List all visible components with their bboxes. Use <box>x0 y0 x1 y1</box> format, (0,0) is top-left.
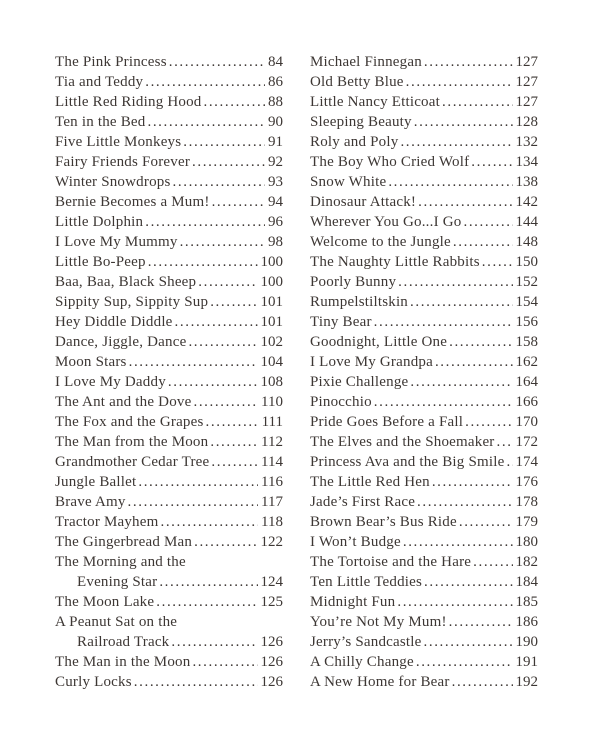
toc-entry <box>310 152 538 172</box>
toc-entry-title: Fairy Friends Forever <box>55 154 191 170</box>
toc-entry-title: Jade’s First Race <box>310 494 416 510</box>
toc-entry <box>310 572 538 592</box>
toc-entry-page: 180 <box>515 534 538 550</box>
dot-leader <box>143 212 265 232</box>
dot-leader <box>416 192 512 212</box>
toc-entry-page: 182 <box>515 554 538 570</box>
toc-entry-title: The Elves and the Shoemaker <box>310 434 495 450</box>
dot-leader <box>190 152 265 172</box>
toc-entry-page: 164 <box>515 374 538 390</box>
toc-entry <box>55 332 283 352</box>
dot-leader <box>126 492 259 512</box>
toc-entry <box>55 72 283 92</box>
toc-entry-title: The Pink Princess <box>55 54 167 70</box>
toc-entry <box>55 152 283 172</box>
toc-entry-page: 174 <box>515 454 538 470</box>
dot-leader <box>190 652 257 672</box>
toc-entry-title: Pride Goes Before a Fall <box>310 414 464 430</box>
toc-entry <box>310 72 538 92</box>
toc-entry-page: 134 <box>515 154 538 170</box>
toc-entry-page: 116 <box>261 474 283 490</box>
toc-entry-page: 118 <box>261 514 283 530</box>
toc-entry-title: A Chilly Change <box>310 654 414 670</box>
dot-leader <box>372 392 513 412</box>
toc-entry-page: 122 <box>260 534 283 550</box>
toc-entry-page: 191 <box>515 654 538 670</box>
toc-entry-title: The Man in the Moon <box>55 654 191 670</box>
dot-leader <box>186 332 257 352</box>
toc-entry <box>310 292 538 312</box>
toc-entry-page: 93 <box>268 174 283 190</box>
toc-entry-page: 148 <box>515 234 538 250</box>
dot-leader <box>404 72 513 92</box>
toc-entry <box>55 232 283 252</box>
toc-entry-title: The Boy Who Cried Wolf <box>310 154 470 170</box>
dot-leader <box>191 392 258 412</box>
dot-leader <box>461 212 512 232</box>
dot-leader <box>210 192 265 212</box>
dot-leader <box>440 92 513 112</box>
toc-entry-title: Sleeping Beauty <box>310 114 412 130</box>
dot-leader <box>173 312 258 332</box>
toc-entry <box>310 212 538 232</box>
toc-entry-title: Brown Bear’s Bus Ride <box>310 514 457 530</box>
dot-leader <box>415 492 512 512</box>
dot-leader <box>158 512 258 532</box>
toc-entry-title: Curly Locks <box>55 674 132 690</box>
toc-entry-page: 186 <box>515 614 538 630</box>
toc-entry-title: Tiny Bear <box>310 314 372 330</box>
dot-leader <box>196 272 257 292</box>
toc-entry <box>310 52 538 72</box>
dot-leader <box>408 292 512 312</box>
toc-entry-title: Roly and Poly <box>310 134 399 150</box>
dot-leader <box>469 152 512 172</box>
toc-entry <box>55 172 283 192</box>
toc-entry-page: 154 <box>515 294 538 310</box>
toc-entry-page: 86 <box>268 74 283 90</box>
dot-leader <box>457 512 513 532</box>
dot-leader <box>132 672 258 692</box>
toc-entry <box>55 672 283 692</box>
dot-leader <box>154 592 257 612</box>
toc-entry-page: 84 <box>268 54 283 70</box>
toc-entry-title: Dinosaur Attack! <box>310 194 417 210</box>
dot-leader <box>204 412 259 432</box>
dot-leader <box>471 552 512 572</box>
toc-entry <box>310 192 538 212</box>
dot-leader <box>169 632 257 652</box>
toc-entry-title: The Tortoise and the Hare <box>310 554 472 570</box>
toc-entry <box>310 272 538 292</box>
toc-entry-page: 124 <box>260 574 283 590</box>
toc-entry-title: You’re Not My Mum! <box>310 614 447 630</box>
toc-entry <box>310 312 538 332</box>
toc-entry-page: 176 <box>515 474 538 490</box>
dot-leader <box>430 472 513 492</box>
toc-entry <box>310 232 538 252</box>
toc-entry-page: 142 <box>515 194 538 210</box>
toc-entry-page: 127 <box>515 74 538 90</box>
toc-entry <box>55 252 283 272</box>
dot-leader <box>450 672 513 692</box>
toc-entry-title: Princess Ava and the Big Smile <box>310 454 505 470</box>
toc-entry-page: 88 <box>268 94 283 110</box>
toc-entry-page: 172 <box>515 434 538 450</box>
toc-entry-page: 91 <box>268 134 283 150</box>
toc-entry <box>310 332 538 352</box>
dot-leader <box>136 472 258 492</box>
toc-entry <box>310 432 538 452</box>
dot-leader <box>447 332 512 352</box>
toc-entry-title: Moon Stars <box>55 354 127 370</box>
toc-entry-title: Pixie Challenge <box>310 374 409 390</box>
toc-entry-page: 125 <box>260 594 283 610</box>
toc-entry-page: 158 <box>515 334 538 350</box>
toc-entry-title: The Moon Lake <box>55 594 155 610</box>
toc-entry-title: Jungle Ballet <box>55 474 137 490</box>
toc-entry-title: Little Nancy Etticoat <box>310 94 440 110</box>
toc-entry-title: I Love My Mummy <box>55 234 178 250</box>
toc-entry-page: 166 <box>515 394 538 410</box>
toc-entry-title: The Little Red Hen <box>310 474 430 490</box>
toc-entry-page: 100 <box>260 254 283 270</box>
toc-entry-title: Snow White <box>310 174 387 190</box>
toc-entry <box>310 612 538 632</box>
toc-entry-title: A Peanut Sat on the <box>55 614 178 630</box>
toc-entry <box>310 172 538 192</box>
dot-leader <box>408 372 512 392</box>
toc-entry-page: 170 <box>515 414 538 430</box>
dot-leader <box>372 312 513 332</box>
toc-entry-title: Ten in the Bed <box>55 114 146 130</box>
toc-entry-page: 111 <box>261 414 283 430</box>
dot-leader <box>504 452 512 472</box>
toc-entry-page: 112 <box>261 434 283 450</box>
toc-entry-page: 98 <box>268 234 283 250</box>
toc-entry-title-continued: Railroad Track <box>77 634 170 650</box>
dot-leader <box>145 112 265 132</box>
toc-entry <box>310 392 538 412</box>
toc-entry-page: 178 <box>515 494 538 510</box>
toc-entry-title: Goodnight, Little One <box>310 334 448 350</box>
toc-entry-page: 104 <box>260 354 283 370</box>
toc-entry-title: Michael Finnegan <box>310 54 422 70</box>
toc-entry <box>310 132 538 152</box>
toc-entry-page: 110 <box>261 394 283 410</box>
toc-entry-title: The Naughty Little Rabbits <box>310 254 480 270</box>
toc-entry <box>310 92 538 112</box>
toc-entry <box>55 92 283 112</box>
toc-entry-title: Five Little Monkeys <box>55 134 182 150</box>
toc-entry-page: 127 <box>515 94 538 110</box>
toc-entry-title: Tia and Teddy <box>55 74 144 90</box>
toc-entry <box>55 492 283 512</box>
toc-entry-page: 152 <box>515 274 538 290</box>
toc-entry-page: 128 <box>515 114 538 130</box>
dot-leader <box>181 132 265 152</box>
toc-entry-page: 96 <box>268 214 283 230</box>
toc-entry <box>310 672 538 692</box>
dot-leader <box>167 52 265 72</box>
toc-entry <box>55 392 283 412</box>
toc-entry-title: Bernie Becomes a Mum! <box>55 194 210 210</box>
toc-entry <box>310 112 538 132</box>
dot-leader <box>422 52 513 72</box>
dot-leader <box>412 112 513 132</box>
toc-entry-title: I Love My Grandpa <box>310 354 433 370</box>
dot-leader <box>127 352 258 372</box>
toc-entry-page: 117 <box>261 494 283 510</box>
toc-entry <box>55 632 283 652</box>
dot-leader <box>386 172 512 192</box>
toc-entry-title: Sippity Sup, Sippity Sup <box>55 294 209 310</box>
toc-entry <box>310 352 538 372</box>
dot-leader <box>395 592 512 612</box>
toc-entry <box>55 432 283 452</box>
toc-entry-title: Rumpelstiltskin <box>310 294 409 310</box>
toc-entry <box>310 252 538 272</box>
dot-leader <box>495 432 513 452</box>
dot-leader <box>422 632 513 652</box>
toc-entry-page: 114 <box>261 454 283 470</box>
toc-entry <box>55 132 283 152</box>
toc-entry <box>310 512 538 532</box>
dot-leader <box>463 412 512 432</box>
toc-entry-page: 184 <box>515 574 538 590</box>
toc-entry-title: Grandmother Cedar Tree <box>55 454 210 470</box>
toc-entry <box>310 492 538 512</box>
toc-entry-page: 108 <box>260 374 283 390</box>
toc-column-right <box>310 52 538 692</box>
toc-entry-title: Wherever You Go...I Go <box>310 214 462 230</box>
toc-entry <box>55 572 283 592</box>
toc-entry <box>55 312 283 332</box>
dot-leader <box>208 292 257 312</box>
toc-column-left <box>55 52 283 692</box>
toc-entry-page: 190 <box>515 634 538 650</box>
toc-entry-page: 179 <box>515 514 538 530</box>
toc-entry <box>55 372 283 392</box>
toc-entry-title: Dance, Jiggle, Dance <box>55 334 187 350</box>
toc-entry <box>55 552 283 572</box>
dot-leader <box>398 132 512 152</box>
toc-entry-title: Welcome to the Jungle <box>310 234 451 250</box>
toc-entry-page: 185 <box>515 594 538 610</box>
toc-entry-title: The Gingerbread Man <box>55 534 193 550</box>
toc-entry <box>310 412 538 432</box>
toc-entry <box>310 532 538 552</box>
toc-entry-title: Baa, Baa, Black Sheep <box>55 274 197 290</box>
toc-entry-page: 150 <box>515 254 538 270</box>
toc-columns <box>55 52 600 692</box>
toc-entry-page: 102 <box>260 334 283 350</box>
dot-leader <box>209 452 258 472</box>
toc-entry-title: Poorly Bunny <box>310 274 397 290</box>
toc-entry-page: 101 <box>260 294 283 310</box>
toc-entry <box>55 412 283 432</box>
dot-leader <box>451 232 513 252</box>
toc-entry <box>55 192 283 212</box>
toc-entry-title: Little Bo-Peep <box>55 254 146 270</box>
toc-entry-title: Pinocchio <box>310 394 372 410</box>
toc-entry-title-continued: Evening Star <box>77 574 158 590</box>
dot-leader <box>178 232 265 252</box>
toc-entry-page: 144 <box>515 214 538 230</box>
toc-entry <box>55 532 283 552</box>
toc-entry <box>55 592 283 612</box>
toc-entry-title: A New Home for Bear <box>310 674 450 690</box>
toc-entry-title: Little Red Riding Hood <box>55 94 202 110</box>
toc-entry-page: 90 <box>268 114 283 130</box>
dot-leader <box>447 612 513 632</box>
toc-entry-title: The Morning and the <box>55 554 186 570</box>
toc-entry <box>55 452 283 472</box>
toc-entry-title: Little Dolphin <box>55 214 144 230</box>
toc-entry <box>55 472 283 492</box>
toc-entry <box>55 612 283 632</box>
toc-entry-page: 138 <box>515 174 538 190</box>
dot-leader <box>480 252 513 272</box>
toc-entry <box>55 512 283 532</box>
dot-leader <box>433 352 513 372</box>
toc-entry-page: 156 <box>515 314 538 330</box>
toc-entry <box>55 272 283 292</box>
toc-entry-title: Brave Amy <box>55 494 126 510</box>
toc-entry <box>310 472 538 492</box>
dot-leader <box>146 252 258 272</box>
dot-leader <box>208 432 258 452</box>
toc-entry <box>310 452 538 472</box>
toc-entry-title: Hey Diddle Diddle <box>55 314 173 330</box>
toc-entry-page: 100 <box>260 274 283 290</box>
toc-entry-title: Winter Snowdrops <box>55 174 171 190</box>
toc-entry-page: 127 <box>515 54 538 70</box>
toc-entry <box>310 552 538 572</box>
toc-entry-page: 126 <box>260 634 283 650</box>
toc-entry-page: 126 <box>260 654 283 670</box>
toc-entry-title: Ten Little Teddies <box>310 574 423 590</box>
dot-leader <box>422 572 512 592</box>
dot-leader <box>143 72 265 92</box>
toc-entry-title: Tractor Mayhem <box>55 514 159 530</box>
toc-entry-page: 132 <box>515 134 538 150</box>
toc-entry <box>55 352 283 372</box>
toc-entry <box>310 652 538 672</box>
dot-leader <box>157 572 257 592</box>
toc-entry-title: The Ant and the Dove <box>55 394 192 410</box>
toc-entry <box>55 292 283 312</box>
toc-entry <box>55 652 283 672</box>
toc-entry-page: 126 <box>260 674 283 690</box>
dot-leader <box>396 272 512 292</box>
toc-entry-title: I Love My Daddy <box>55 374 166 390</box>
toc-entry-page: 101 <box>260 314 283 330</box>
toc-entry <box>55 212 283 232</box>
toc-entry <box>310 632 538 652</box>
dot-leader <box>401 532 513 552</box>
dot-leader <box>192 532 257 552</box>
toc-entry-page: 192 <box>515 674 538 690</box>
toc-entry <box>55 112 283 132</box>
toc-entry-title: Midnight Fun <box>310 594 396 610</box>
dot-leader <box>166 372 258 392</box>
dot-leader <box>171 172 265 192</box>
toc-entry <box>310 592 538 612</box>
dot-leader <box>414 652 513 672</box>
toc-entry-title: The Man from the Moon <box>55 434 209 450</box>
toc-entry-page: 92 <box>268 154 283 170</box>
toc-entry-title: Old Betty Blue <box>310 74 404 90</box>
dot-leader <box>201 92 265 112</box>
toc-entry <box>55 52 283 72</box>
toc-entry-title: I Won’t Budge <box>310 534 401 550</box>
toc-entry-page: 162 <box>515 354 538 370</box>
toc-entry-title: The Fox and the Grapes <box>55 414 204 430</box>
toc-entry-page: 94 <box>268 194 283 210</box>
toc-entry-title: Jerry’s Sandcastle <box>310 634 422 650</box>
toc-entry <box>310 372 538 392</box>
